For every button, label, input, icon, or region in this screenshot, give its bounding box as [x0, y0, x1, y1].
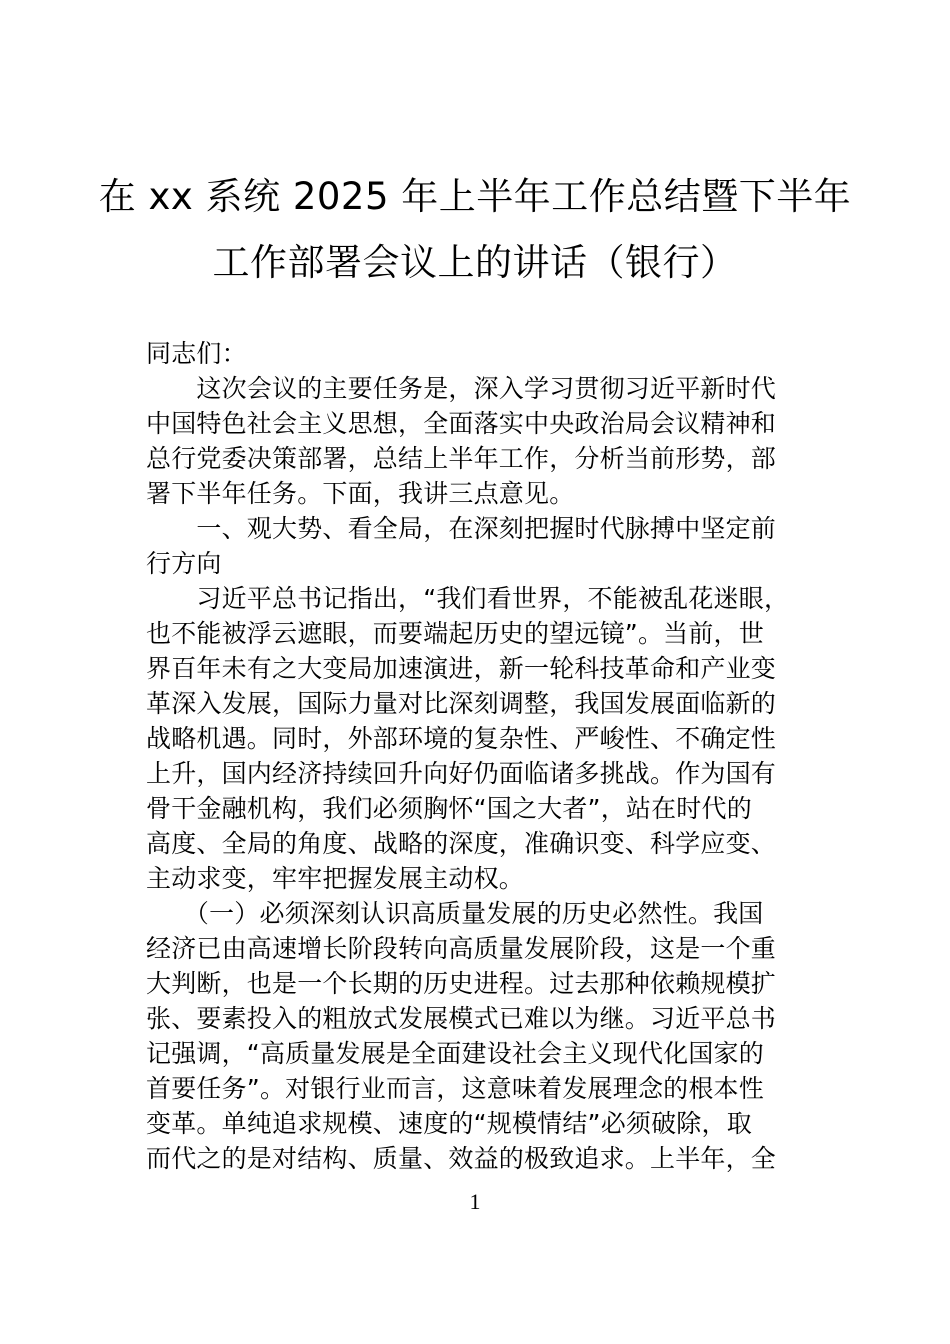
body-line: 高度、全局的角度、战略的深度，准确识变、科学应变、 [146, 829, 777, 858]
body-line: 变革。单纯追求规模、速度的“规模情结”必须破除，取 [146, 1109, 752, 1138]
document-body [146, 336, 826, 1176]
body-line: 上升，国内经济持续回升向好仍面临诸多挑战。作为国有 [146, 759, 777, 788]
body-line: 总行党委决策部署，总结上半年工作，分析当前形势，部 [146, 444, 777, 473]
body-line: 大判断，也是一个长期的历史进程。过去那种依赖规模扩 [146, 969, 777, 998]
body-line: 经济已由高速增长阶段转向高质量发展阶段，这是一个重 [146, 934, 777, 963]
body-line: 革深入发展，国际力量对比深刻调整，我国发展面临新的 [146, 689, 777, 718]
body-line: 界百年未有之大变局加速演进，新一轮科技革命和产业变 [146, 654, 777, 683]
body-line: 这次会议的主要任务是，深入学习贯彻习近平新时代 [146, 374, 777, 403]
body-line: 中国特色社会主义思想，全面落实中央政治局会议精神和 [146, 409, 777, 438]
body-line: （一）必须深刻认识高质量发展的历史必然性。我国 [146, 899, 764, 928]
body-line: 记强调，“高质量发展是全面建设社会主义现代化国家的 [146, 1039, 764, 1068]
section-heading-line: 一、观大势、看全局，在深刻把握时代脉搏中坚定前 [146, 514, 777, 543]
body-line: 习近平总书记指出，“我们看世界，不能被乱花迷眼， [146, 584, 790, 613]
body-line: 而代之的是对结构、质量、效益的极致追求。上半年，全 [146, 1144, 777, 1173]
section-heading-line: 行方向 [146, 549, 222, 578]
body-line: 骨干金融机构，我们必须胸怀“国之大者”，站在时代的 [146, 794, 752, 823]
salutation: 同志们： [146, 339, 247, 368]
page-number: 1 [469, 1189, 481, 1214]
body-line: 也不能被浮云遮眼，而要端起历史的望远镜”。当前，世 [146, 619, 764, 648]
body-line: 张、要素投入的粗放式发展模式已难以为继。习近平总书 [146, 1004, 777, 1033]
body-line: 首要任务”。对银行业而言，这意味着发展理念的根本性 [146, 1074, 764, 1103]
body-line: 主动求变，牢牢把握发展主动权。 [146, 864, 525, 893]
body-line: 战略机遇。同时，外部环境的复杂性、严峻性、不确定性 [146, 724, 777, 753]
document-title-line-1: 在 xx 系统 2025 年上半年工作总结暨下半年 [98, 175, 852, 218]
document-title-line-2: 工作部署会议上的讲话（银行） [212, 241, 738, 284]
body-line: 署下半年任务。下面，我讲三点意见。 [146, 479, 575, 508]
